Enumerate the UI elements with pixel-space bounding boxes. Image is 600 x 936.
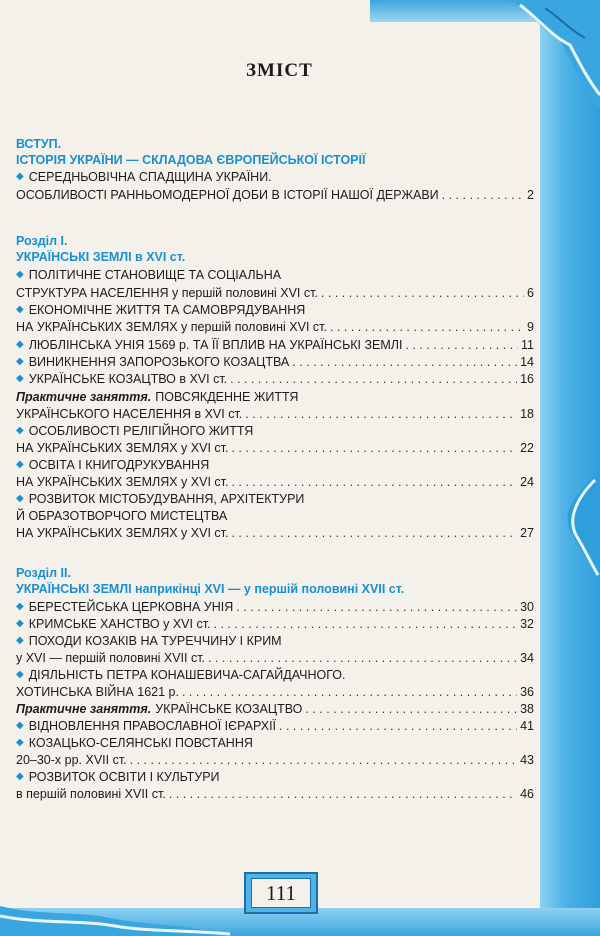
bullet-icon: ◆ (16, 356, 24, 367)
page-ref: 18 (520, 407, 534, 421)
bullet-icon: ◆ (16, 493, 24, 504)
toc-entry: ◆ СЕРЕДНЬОВІЧНА СПАДЩИНА УКРАЇНИ. (16, 170, 272, 184)
dot-leader (321, 285, 524, 302)
page-ref: 14 (520, 355, 534, 369)
page-ref: 46 (520, 787, 534, 801)
section-1-heading: УКРАЇНСЬКІ ЗЕМЛІ в XVI ст. (16, 250, 186, 264)
intro-label: ВСТУП. (16, 137, 62, 151)
toc-entry-cont: УКРАЇНСЬКОГО НАСЕЛЕННЯ в XVI ст. . . . 18 (16, 406, 534, 423)
scroll-ornament-bottom-icon (0, 856, 230, 936)
section-2-label: Розділ ІІ. (16, 566, 71, 580)
dot-leader (169, 786, 517, 803)
dot-leader (236, 599, 517, 616)
dot-leader (405, 337, 518, 354)
page-ref: 22 (520, 441, 534, 455)
toc-entry-cont: НА УКРАЇНСЬКИХ ЗЕМЛЯХ у XVI ст. . . . 22 (16, 440, 534, 457)
toc-entry: ◆ ЛЮБЛІНСЬКА УНІЯ 1569 р. ТА ЇЇ ВПЛИВ НА УКРАЇНСЬКІ ЗЕМЛІ . . . 11 (16, 337, 534, 354)
page-ref: 38 (520, 702, 534, 716)
dot-leader (231, 525, 517, 542)
page-ref: 36 (520, 685, 534, 699)
scroll-ornament-top-icon (450, 0, 600, 110)
dot-leader (231, 474, 517, 491)
dot-leader (279, 718, 517, 735)
page-ref: 11 (521, 338, 534, 352)
toc-entry: ОСОБЛИВОСТІ РАННЬОМОДЕРНОЇ ДОБИ В ІСТОРІЇ НАШОЇ ДЕРЖАВИ . . . 2 (16, 187, 534, 204)
bullet-icon: ◆ (16, 304, 24, 315)
toc-entry: ◆ ПОХОДИ КОЗАКІВ НА ТУРЕЧЧИНУ І КРИМ (16, 634, 282, 648)
toc-entry: ◆ ЕКОНОМІЧНЕ ЖИТТЯ ТА САМОВРЯДУВАННЯ (16, 303, 306, 317)
dot-leader (231, 440, 517, 457)
toc-entry-practical: Практичне заняття. ПОВСЯКДЕННЕ ЖИТТЯ (16, 390, 299, 404)
page-ref: 34 (520, 651, 534, 665)
toc-entry-cont: НА УКРАЇНСЬКИХ ЗЕМЛЯХ у першій половині XVI ст. . . . 9 (16, 319, 534, 336)
section-1-label: Розділ І. (16, 234, 68, 248)
bullet-icon: ◆ (16, 459, 24, 470)
dot-leader (182, 684, 517, 701)
bullet-icon: ◆ (16, 373, 24, 384)
bullet-icon: ◆ (16, 771, 24, 782)
toc-entry: ◆ РОЗВИТОК ОСВІТИ І КУЛЬТУРИ (16, 770, 220, 784)
toc-entry: ◆ ДІЯЛЬНІСТЬ ПЕТРА КОНАШЕВИЧА-САГАЙДАЧНОГО. (16, 668, 346, 682)
toc-entry-cont: Й ОБРАЗОТВОРЧОГО МИСТЕЦТВА (16, 509, 228, 523)
dot-leader (330, 319, 524, 336)
toc-entry: ◆ КРИМСЬКЕ ХАНСТВО у XVI ст. . . . 32 (16, 616, 534, 633)
toc-entry-cont: в першій половині XVII ст. . . . 46 (16, 786, 534, 803)
page-ref: 24 (520, 475, 534, 489)
bullet-icon: ◆ (16, 269, 24, 280)
toc-entry-cont: СТРУКТУРА НАСЕЛЕННЯ у першій половині XVI ст. . . . 6 (16, 285, 534, 302)
bullet-icon: ◆ (16, 720, 24, 731)
toc-entry: ◆ УКРАЇНСЬКЕ КОЗАЦТВО в XVI ст. . . . 16 (16, 371, 534, 388)
toc-entry-cont: у XVI — першій половині XVII ст. . . . 34 (16, 650, 534, 667)
toc-entry-cont: НА УКРАЇНСЬКИХ ЗЕМЛЯХ у XVI ст. . . . 27 (16, 525, 534, 542)
toc-entry-cont: 20–30-х рр. XVII ст. . . . 43 (16, 752, 534, 769)
page-title: ЗМІСТ (246, 60, 313, 81)
toc-entry: ◆ ВИНИКНЕННЯ ЗАПОРОЗЬКОГО КОЗАЦТВА . . . 14 (16, 354, 534, 371)
toc-entry: ◆ КОЗАЦЬКО-СЕЛЯНСЬКІ ПОВСТАННЯ (16, 736, 253, 750)
bullet-icon: ◆ (16, 737, 24, 748)
bullet-icon: ◆ (16, 171, 24, 182)
toc-entry: ◆ ОСОБЛИВОСТІ РЕЛІГІЙНОГО ЖИТТЯ (16, 424, 254, 438)
dot-leader (305, 701, 517, 718)
page-ref: 43 (520, 753, 534, 767)
dot-leader (208, 650, 517, 667)
bullet-icon: ◆ (16, 601, 24, 612)
bullet-icon: ◆ (16, 635, 24, 646)
decorative-border-right (540, 0, 600, 936)
toc-entry-cont: НА УКРАЇНСЬКИХ ЗЕМЛЯХ у XVI ст. . . . 24 (16, 474, 534, 491)
dot-leader (214, 616, 518, 633)
toc-entry-cont: ХОТИНСЬКА ВІЙНА 1621 р. . . . 36 (16, 684, 534, 701)
toc-entry: ◆ ОСВІТА І КНИГОДРУКУВАННЯ (16, 458, 210, 472)
dot-leader (442, 187, 524, 204)
page-ref: 9 (527, 320, 534, 334)
intro-heading: ІСТОРІЯ УКРАЇНИ — СКЛАДОВА ЄВРОПЕЙСЬКОЇ ІСТОРІЇ (16, 153, 366, 167)
dot-leader (130, 752, 517, 769)
page-number: 111 (251, 878, 311, 908)
page-number-frame (244, 872, 318, 914)
page-ref: 41 (520, 719, 534, 733)
page-ref: 2 (527, 188, 534, 202)
dot-leader (245, 406, 517, 423)
bullet-icon: ◆ (16, 425, 24, 436)
page-ref: 32 (520, 617, 534, 631)
bullet-icon: ◆ (16, 618, 24, 629)
toc-entry: ◆ РОЗВИТОК МІСТОБУДУВАННЯ, АРХІТЕКТУРИ (16, 492, 305, 506)
toc-entry-practical: Практичне заняття. УКРАЇНСЬКЕ КОЗАЦТВО . . . 38 (16, 701, 534, 718)
page-ref: 6 (527, 286, 534, 300)
page-ref: 30 (520, 600, 534, 614)
toc-entry: ◆ ПОЛІТИЧНЕ СТАНОВИЩЕ ТА СОЦІАЛЬНА (16, 268, 282, 282)
page-ref: 16 (520, 372, 534, 386)
page-ref: 27 (520, 526, 534, 540)
bullet-icon: ◆ (16, 339, 24, 350)
scroll-ornament-mid-icon (530, 470, 600, 580)
dot-leader (230, 371, 517, 388)
toc-entry: ◆ БЕРЕСТЕЙСЬКА ЦЕРКОВНА УНІЯ . . . 30 (16, 599, 534, 616)
section-2-heading: УКРАЇНСЬКІ ЗЕМЛІ наприкінці XVI — у першій половині XVII ст. (16, 582, 405, 596)
dot-leader (292, 354, 517, 371)
bullet-icon: ◆ (16, 669, 24, 680)
toc-entry: ◆ ВІДНОВЛЕННЯ ПРАВОСЛАВНОЇ ІЄРАРХІЇ . . . 41 (16, 718, 534, 735)
